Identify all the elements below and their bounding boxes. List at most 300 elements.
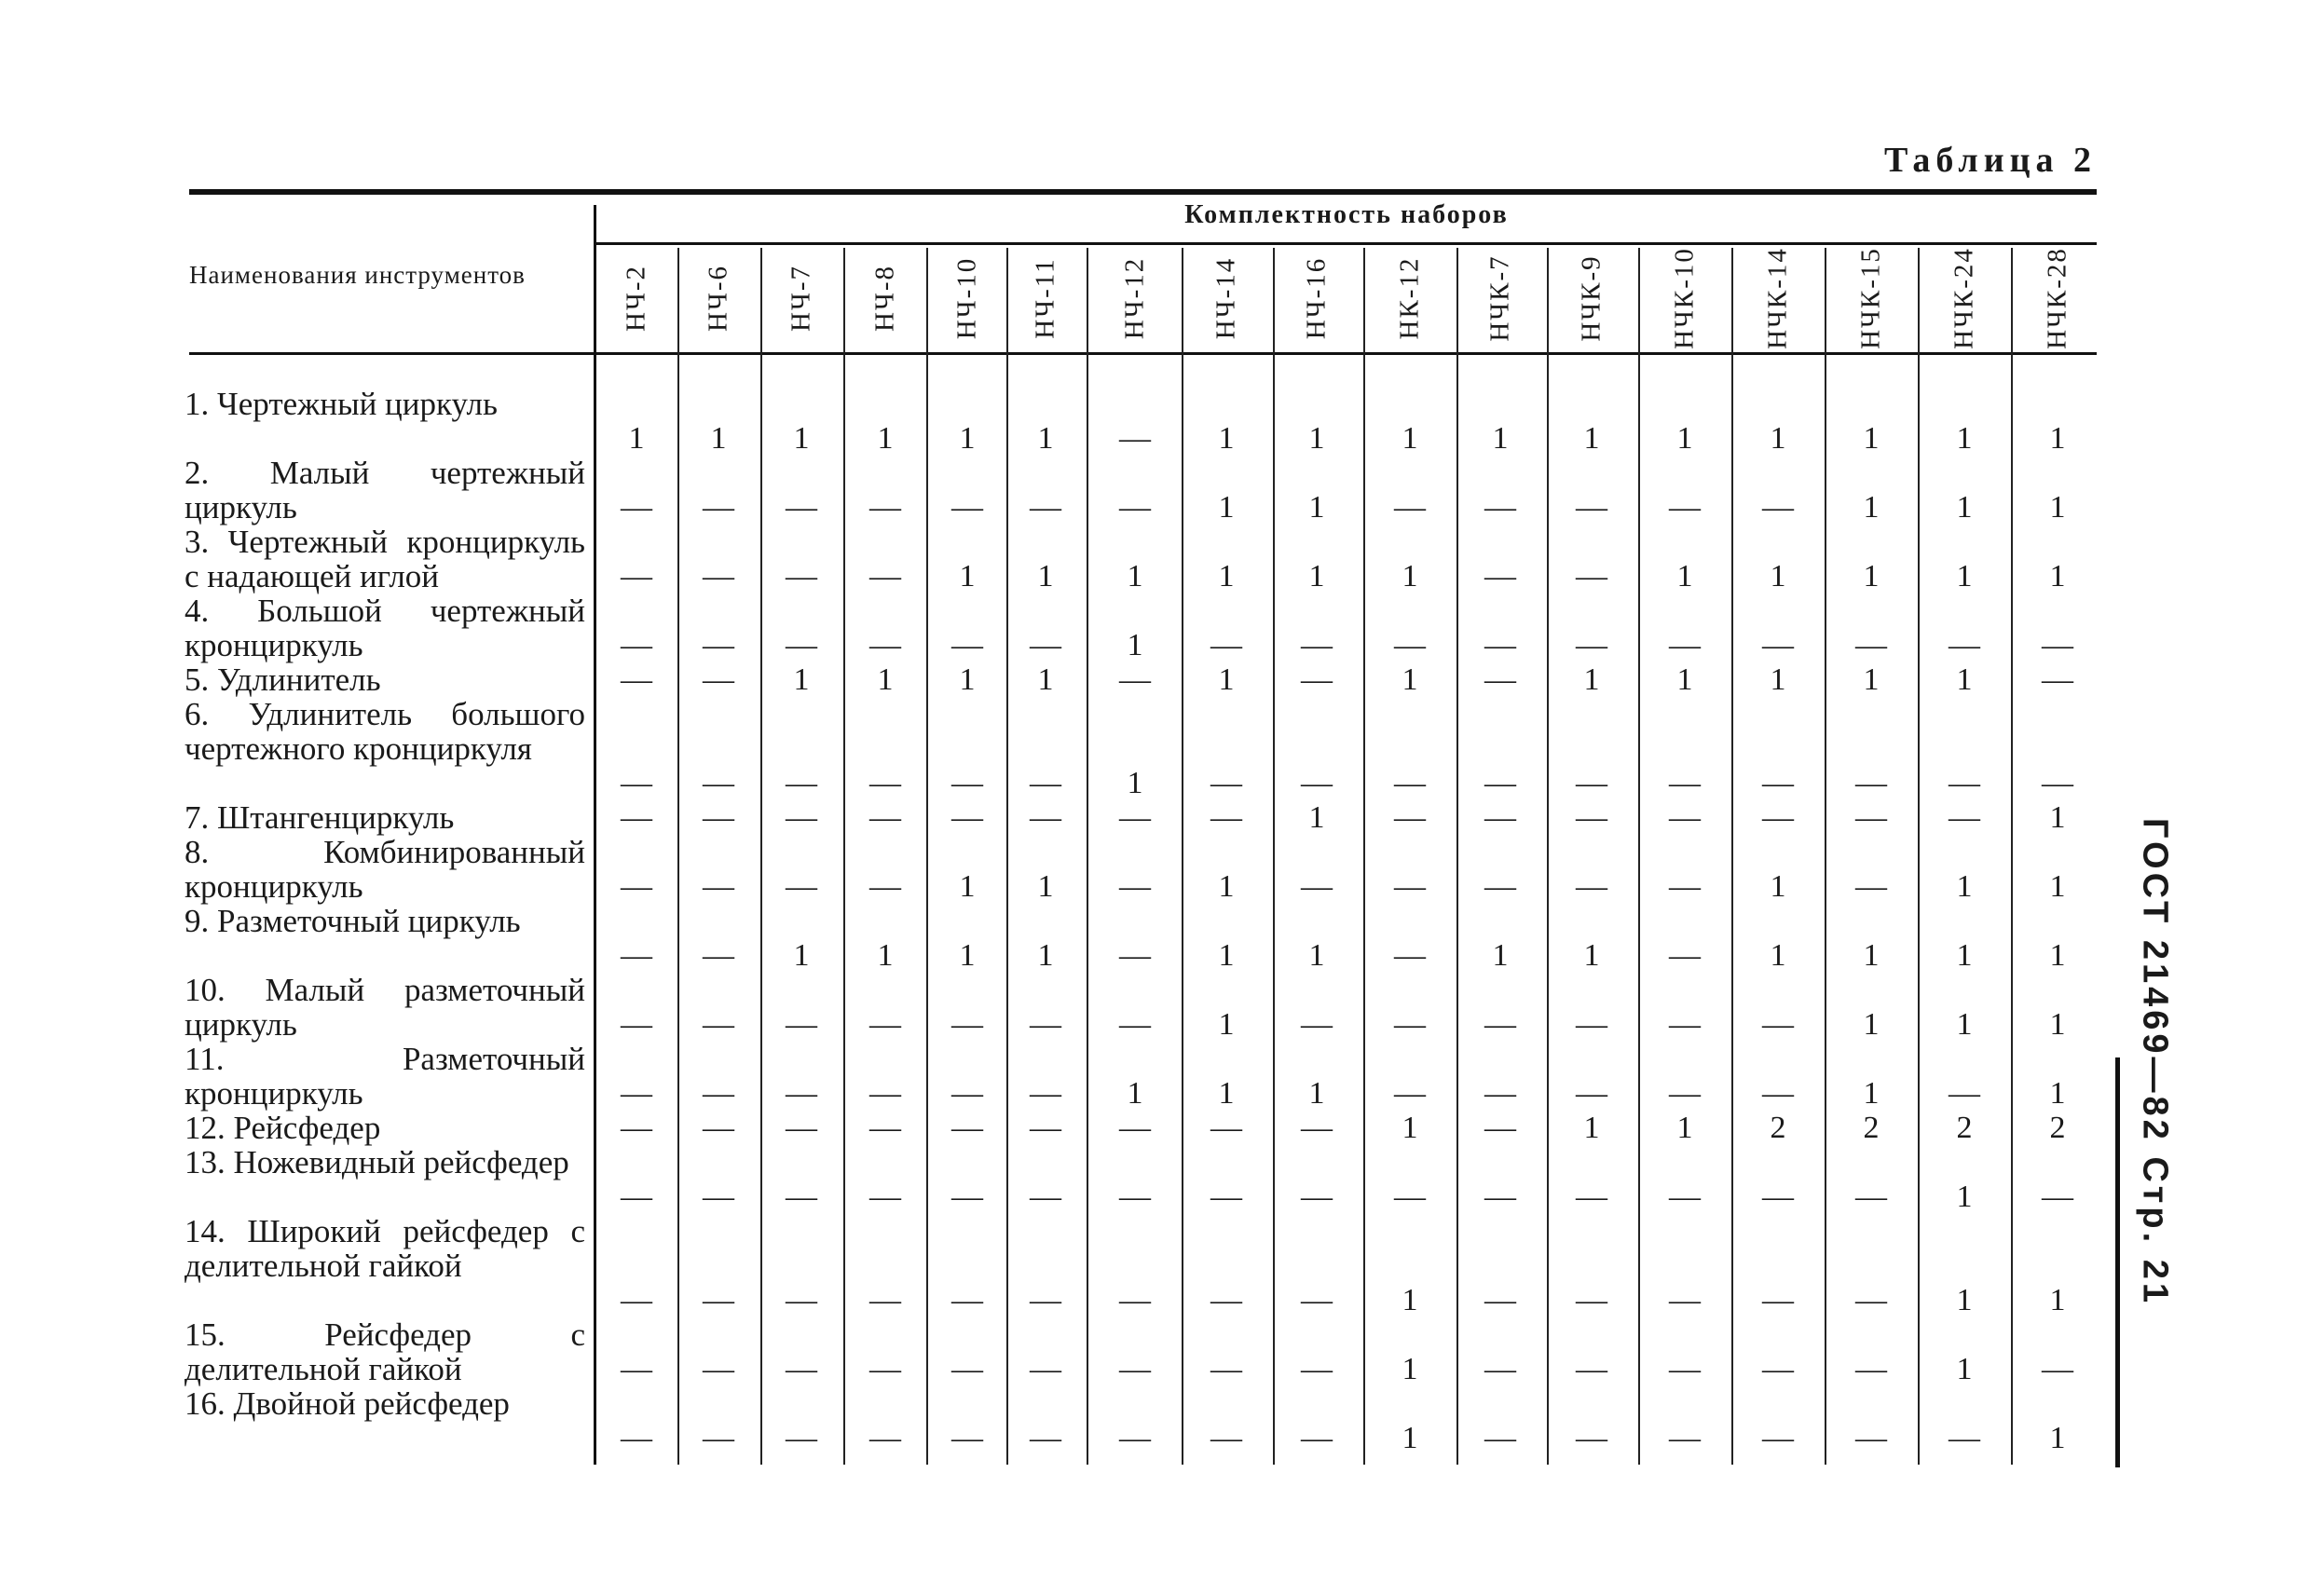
table-cell: 1	[1583, 421, 1600, 456]
table-cell: 1	[1218, 490, 1235, 525]
table-cell: —	[1484, 1421, 1516, 1455]
table-cell: —	[951, 800, 983, 835]
table-cell: —	[1576, 628, 1607, 662]
table-cell: —	[1210, 1421, 1242, 1455]
table-cell: —	[703, 1283, 734, 1317]
table-cell: —	[1301, 1283, 1333, 1317]
table-cell: 1	[1037, 559, 1054, 593]
table-cell: —	[1301, 1111, 1333, 1145]
table-cell: —	[1762, 628, 1794, 662]
table-cell: —	[1576, 869, 1607, 904]
table-cell: —	[621, 1180, 652, 1214]
set-header-label: НЧК-15	[1855, 247, 1886, 349]
table-cell: 1	[2049, 1283, 2066, 1317]
table-cell: 1	[1402, 1352, 1418, 1386]
table-cell: —	[1030, 1352, 1061, 1386]
table-cell: —	[703, 559, 734, 593]
table-cell: —	[869, 1352, 901, 1386]
table-cell: —	[1762, 1076, 1794, 1111]
table-cell: 1	[1037, 938, 1054, 973]
table-cell: —	[621, 1007, 652, 1042]
table-cell: —	[703, 1111, 734, 1145]
table-cell: —	[1949, 800, 1980, 835]
table-cell: 1	[1956, 1007, 1973, 1042]
column-divider	[1918, 248, 1920, 1465]
instrument-name: 9. Разметочный циркуль	[185, 903, 521, 939]
table-cell: —	[1030, 1180, 1061, 1214]
table-cell: 1	[1956, 1352, 1973, 1386]
table-cell: —	[869, 1076, 901, 1111]
table-cell: 1	[1037, 421, 1054, 456]
table-cell: —	[1762, 766, 1794, 800]
table-cell: —	[1210, 1283, 1242, 1317]
table-cell: 1	[1583, 938, 1600, 973]
table-cell: 1	[1676, 1111, 1693, 1145]
table-cell: 1	[959, 559, 976, 593]
table-cell: —	[869, 490, 901, 525]
table-cell: 1	[1402, 559, 1418, 593]
table-cell: 1	[1770, 938, 1786, 973]
table-top-rule	[189, 189, 2097, 195]
table-cell: 1	[959, 421, 976, 456]
table-cell: 1	[1308, 490, 1325, 525]
table-cell: —	[1030, 1007, 1061, 1042]
table-cell: —	[703, 662, 734, 697]
table-cell: 1	[1127, 559, 1143, 593]
table-cell: —	[1484, 1352, 1516, 1386]
table-cell: —	[1119, 1111, 1151, 1145]
table-cell: 1	[2049, 421, 2066, 456]
table-cell: 1	[877, 421, 894, 456]
table-cell: —	[1576, 1007, 1607, 1042]
table-cell: —	[2042, 662, 2073, 697]
table-cell: —	[1030, 1076, 1061, 1111]
table-cell: 1	[1956, 1180, 1973, 1214]
table-cell: 1	[1218, 1076, 1235, 1111]
table-cell: 1	[1863, 938, 1880, 973]
table-cell: 1	[793, 938, 810, 973]
table-cell: 1	[1863, 559, 1880, 593]
table-cell: 1	[1956, 938, 1973, 973]
table-cell: 1	[1037, 662, 1054, 697]
table-cell: —	[1669, 1076, 1701, 1111]
table-cell: —	[1855, 628, 1887, 662]
table-cell: —	[869, 766, 901, 800]
table-cell: 1	[1492, 421, 1509, 456]
table-cell: —	[951, 490, 983, 525]
table-cell: —	[1119, 662, 1151, 697]
table-cell: —	[621, 1111, 652, 1145]
table-cell: —	[1576, 1076, 1607, 1111]
table-cell: 1	[1956, 869, 1973, 904]
table-cell: —	[786, 559, 817, 593]
table-cell: —	[951, 1283, 983, 1317]
table-cell: —	[1855, 1352, 1887, 1386]
table-cell: —	[1210, 1180, 1242, 1214]
table-cell: —	[1669, 869, 1701, 904]
table-cell: —	[1484, 1076, 1516, 1111]
table-cell: —	[786, 490, 817, 525]
set-header-label: НЧ-6	[703, 265, 733, 332]
table-cell: —	[621, 869, 652, 904]
table-cell: —	[1669, 490, 1701, 525]
side-rule	[2115, 1057, 2120, 1467]
table-cell: —	[1210, 800, 1242, 835]
table-cell: 1	[1402, 1283, 1418, 1317]
table-cell: —	[1762, 800, 1794, 835]
table-cell: 2	[2049, 1111, 2066, 1145]
table-cell: —	[1855, 1421, 1887, 1455]
table-cell: —	[621, 1352, 652, 1386]
table-cell: —	[1394, 766, 1426, 800]
table-cell: 1	[1402, 662, 1418, 697]
table-cell: —	[1119, 938, 1151, 973]
table-cell: 1	[1402, 1421, 1418, 1455]
table-cell: —	[786, 1111, 817, 1145]
table-cell: —	[703, 490, 734, 525]
table-cell: —	[1484, 766, 1516, 800]
table-cell: —	[951, 1180, 983, 1214]
table-cell: —	[1949, 1076, 1980, 1111]
table-cell: —	[1394, 869, 1426, 904]
table-cell: —	[1762, 490, 1794, 525]
set-header-label: НЧК-14	[1762, 247, 1793, 349]
instrument-name: 1. Чертежный циркуль	[185, 386, 498, 422]
table-cell: —	[1119, 490, 1151, 525]
table-cell: 1	[1863, 421, 1880, 456]
table-cell: 1	[1308, 421, 1325, 456]
table-cell: —	[1301, 869, 1333, 904]
table-cell: —	[1301, 1352, 1333, 1386]
table-cell: —	[621, 490, 652, 525]
table-cell: —	[1394, 800, 1426, 835]
table-cell: —	[1576, 1352, 1607, 1386]
table-cell: —	[621, 1421, 652, 1455]
table-cell: —	[1030, 766, 1061, 800]
table-cell: —	[786, 1421, 817, 1455]
column-divider	[1363, 248, 1365, 1465]
table-cell: —	[621, 1076, 652, 1111]
set-header-label: НЧ-12	[1119, 256, 1150, 340]
table-cell: —	[2042, 766, 2073, 800]
table-cell: 1	[1218, 559, 1235, 593]
table-cell: 1	[1956, 559, 1973, 593]
instrument-name: 4. Большой чертежный кронциркуль	[185, 593, 585, 663]
table-cell: 1	[1218, 662, 1235, 697]
table-cell: 1	[1956, 662, 1973, 697]
table-cell: —	[703, 800, 734, 835]
table-cell: —	[1030, 800, 1061, 835]
table-cell: 2	[1956, 1111, 1973, 1145]
table-cell: —	[1855, 1283, 1887, 1317]
table-cell: —	[1119, 1007, 1151, 1042]
table-cell: —	[1484, 490, 1516, 525]
table-cell: 1	[1863, 662, 1880, 697]
set-header-label: НЧ-10	[951, 256, 982, 340]
table-cell: 1	[1308, 1076, 1325, 1111]
column-divider	[1731, 248, 1733, 1465]
instrument-name: 10. Малый разметочный циркуль	[185, 972, 585, 1043]
set-header-label: НЧ-7	[786, 265, 816, 332]
table-cell: —	[951, 1007, 983, 1042]
table-cell: 1	[1583, 1111, 1600, 1145]
table-cell: —	[1210, 1111, 1242, 1145]
table-cell: —	[1669, 1421, 1701, 1455]
table-cell: 1	[1218, 1007, 1235, 1042]
table-cell: —	[951, 1352, 983, 1386]
table-cell: —	[786, 1352, 817, 1386]
table-cell: —	[1576, 800, 1607, 835]
table-cell: 1	[1218, 421, 1235, 456]
table-cell: —	[786, 869, 817, 904]
table-cell: 1	[1127, 766, 1143, 800]
column-divider	[1273, 248, 1275, 1465]
table-cell: —	[1576, 1283, 1607, 1317]
table-cell: —	[1119, 1352, 1151, 1386]
column-divider	[926, 248, 928, 1465]
table-cell: 1	[959, 938, 976, 973]
column-divider	[1087, 248, 1088, 1465]
instrument-name: 16. Двойной рейсфедер	[185, 1385, 510, 1422]
table-cell: 1	[2049, 559, 2066, 593]
instrument-name: 13. Ножевидный рейсфедер	[185, 1144, 569, 1180]
table-cell: —	[1030, 1283, 1061, 1317]
table-cell: —	[1669, 1283, 1701, 1317]
table-cell: —	[1762, 1180, 1794, 1214]
complect-header: Комплектность наборов	[1184, 200, 1509, 229]
table-cell: 1	[1676, 662, 1693, 697]
table-cell: 1	[1676, 421, 1693, 456]
table-cell: —	[1301, 1007, 1333, 1042]
table-cell: —	[1484, 1007, 1516, 1042]
table-cell: 1	[710, 421, 727, 456]
table-cell: 1	[1770, 421, 1786, 456]
table-cell: —	[786, 1180, 817, 1214]
table-cell: 1	[1770, 559, 1786, 593]
table-cell: 1	[1956, 421, 1973, 456]
instrument-name: 2. Малый чертежный циркуль	[185, 455, 585, 525]
table-cell: 1	[1956, 490, 1973, 525]
table-cell: 2	[1863, 1111, 1880, 1145]
column-divider	[1638, 248, 1640, 1465]
table-cell: —	[1030, 628, 1061, 662]
table-cell: —	[1484, 662, 1516, 697]
table-cell: 1	[1308, 938, 1325, 973]
table-cell: 1	[2049, 938, 2066, 973]
set-header-label: НЧ-2	[621, 265, 651, 332]
table-cell: 1	[877, 938, 894, 973]
table-cell: —	[621, 559, 652, 593]
table-cell: —	[1301, 1421, 1333, 1455]
table-cell: 1	[1308, 800, 1325, 835]
column-divider	[1182, 248, 1183, 1465]
table-cell: —	[1949, 628, 1980, 662]
table-cell: —	[869, 1180, 901, 1214]
table-cell: —	[1855, 1180, 1887, 1214]
names-column-header: Наименования инструментов	[189, 261, 526, 289]
table-cell: —	[786, 1283, 817, 1317]
table-cell: 1	[1037, 869, 1054, 904]
table-cell: —	[1576, 1421, 1607, 1455]
instrument-name: 5. Удлинитель	[185, 662, 381, 698]
table-cell: —	[1119, 1421, 1151, 1455]
complect-rule	[596, 242, 2097, 245]
instrument-name: 6. Удлинитель большого чертежного кронциркуля	[185, 696, 585, 767]
table-cell: 1	[1863, 490, 1880, 525]
table-cell: —	[1210, 1352, 1242, 1386]
table-cell: 1	[1127, 1076, 1143, 1111]
instrument-name: 12. Рейсфедер	[185, 1110, 381, 1146]
table-cell: —	[951, 628, 983, 662]
table-cell: —	[1394, 628, 1426, 662]
table-cell: 1	[1863, 1076, 1880, 1111]
table-cell: —	[703, 1352, 734, 1386]
table-cell: —	[1576, 766, 1607, 800]
table-cell: —	[703, 938, 734, 973]
set-header-label: НЧК-10	[1669, 247, 1700, 349]
table-cell: —	[1576, 559, 1607, 593]
gost-side-text: ГОСТ 21469—82 Стр. 21	[2135, 817, 2175, 1307]
table-cell: —	[869, 1421, 901, 1455]
table-cell: —	[869, 559, 901, 593]
table-cell: —	[1669, 1180, 1701, 1214]
set-header-label: НЧ-14	[1210, 256, 1241, 340]
table-cell: —	[869, 869, 901, 904]
table-cell: —	[1484, 1111, 1516, 1145]
instrument-name: 3. Чертежный кронциркуль с надающей иглой	[185, 524, 585, 594]
set-header-label: НК-12	[1394, 256, 1425, 340]
table-cell: 1	[1402, 1111, 1418, 1145]
table-cell: 1	[2049, 800, 2066, 835]
table-cell: —	[786, 628, 817, 662]
table-cell: —	[1394, 1180, 1426, 1214]
instrument-name: 8. Комбинированный кронциркуль	[185, 834, 585, 905]
table-cell: —	[786, 766, 817, 800]
set-header-label: НЧ-16	[1301, 256, 1332, 340]
table-cell: —	[1394, 490, 1426, 525]
table-cell: —	[1855, 766, 1887, 800]
instrument-name: 15. Рейсфедер с делительной гайкой	[185, 1316, 585, 1387]
table-cell: —	[621, 662, 652, 697]
header-bottom-rule	[189, 352, 2097, 355]
table-cell: —	[1394, 1076, 1426, 1111]
table-cell: —	[1669, 766, 1701, 800]
table-cell: 1	[2049, 1007, 2066, 1042]
table-cell: 1	[1676, 559, 1693, 593]
column-divider	[1456, 248, 1458, 1465]
column-divider	[2011, 248, 2013, 1465]
table-cell: —	[1119, 869, 1151, 904]
table-cell: 1	[1770, 869, 1786, 904]
instrument-name: 14. Широкий рейсфедер с делительной гайкой	[185, 1213, 585, 1284]
table-cell: —	[1855, 800, 1887, 835]
table-cell: —	[786, 800, 817, 835]
table-cell: —	[869, 1007, 901, 1042]
table-cell: —	[1301, 1180, 1333, 1214]
table-cell: —	[621, 766, 652, 800]
table-cell: —	[1210, 766, 1242, 800]
table-cell: —	[951, 766, 983, 800]
column-divider	[1825, 248, 1826, 1465]
column-divider	[760, 248, 762, 1465]
table-cell: —	[1030, 490, 1061, 525]
table-cell: —	[869, 1283, 901, 1317]
table-cell: 1	[2049, 490, 2066, 525]
table-cell: —	[1762, 1352, 1794, 1386]
table-title: Таблица 2	[1883, 141, 2097, 180]
table-cell: 2	[1770, 1111, 1786, 1145]
table-cell: 1	[1770, 662, 1786, 697]
table-cell: —	[703, 869, 734, 904]
instrument-name: 7. Штангенциркуль	[185, 799, 455, 836]
table-cell: —	[1669, 800, 1701, 835]
table-cell: —	[1484, 800, 1516, 835]
set-header-label: НЧК-7	[1484, 254, 1515, 342]
table-cell: 1	[1583, 662, 1600, 697]
table-cell: 1	[959, 869, 976, 904]
table-cell: —	[1576, 490, 1607, 525]
table-cell: —	[1762, 1283, 1794, 1317]
set-header-label: НЧК-9	[1576, 254, 1607, 342]
table-cell: —	[1301, 766, 1333, 800]
table-cell: —	[1394, 1007, 1426, 1042]
table-cell: —	[1484, 559, 1516, 593]
table-cell: —	[1484, 869, 1516, 904]
table-cell: 1	[1956, 1283, 1973, 1317]
table-cell: —	[703, 1180, 734, 1214]
set-header-label: НЧК-24	[1949, 247, 1979, 349]
table-cell: —	[869, 628, 901, 662]
table-cell: 1	[628, 421, 645, 456]
table-cell: —	[621, 1283, 652, 1317]
table-cell: —	[786, 1007, 817, 1042]
table-cell: —	[621, 938, 652, 973]
table-cell: —	[1484, 1180, 1516, 1214]
table-cell: 1	[2049, 1076, 2066, 1111]
table-cell: —	[2042, 1352, 2073, 1386]
table-cell: 1	[1308, 559, 1325, 593]
table-cell: —	[2042, 628, 2073, 662]
table-cell: 1	[877, 662, 894, 697]
table-cell: —	[1855, 869, 1887, 904]
table-cell: —	[1576, 1180, 1607, 1214]
table-cell: 1	[1218, 938, 1235, 973]
table-cell: 1	[793, 421, 810, 456]
table-cell: 1	[1863, 1007, 1880, 1042]
table-cell: —	[1210, 628, 1242, 662]
table-cell: —	[951, 1076, 983, 1111]
column-divider	[1006, 248, 1008, 1465]
table-cell: —	[1669, 938, 1701, 973]
table-cell: —	[786, 1076, 817, 1111]
set-header-label: НЧ-11	[1030, 257, 1060, 339]
table-cell: —	[703, 1076, 734, 1111]
table-cell: —	[1119, 421, 1151, 456]
table-cell: —	[1949, 1421, 1980, 1455]
table-cell: 1	[793, 662, 810, 697]
table-cell: —	[1301, 628, 1333, 662]
table-cell: 1	[1402, 421, 1418, 456]
table-cell: —	[1030, 1111, 1061, 1145]
table-cell: —	[869, 800, 901, 835]
table-cell: —	[1762, 1007, 1794, 1042]
table-cell: —	[703, 1007, 734, 1042]
table-cell: —	[703, 628, 734, 662]
table-cell: —	[1394, 938, 1426, 973]
table-cell: —	[1669, 1352, 1701, 1386]
table-cell: —	[1119, 1180, 1151, 1214]
table-cell: —	[1119, 800, 1151, 835]
